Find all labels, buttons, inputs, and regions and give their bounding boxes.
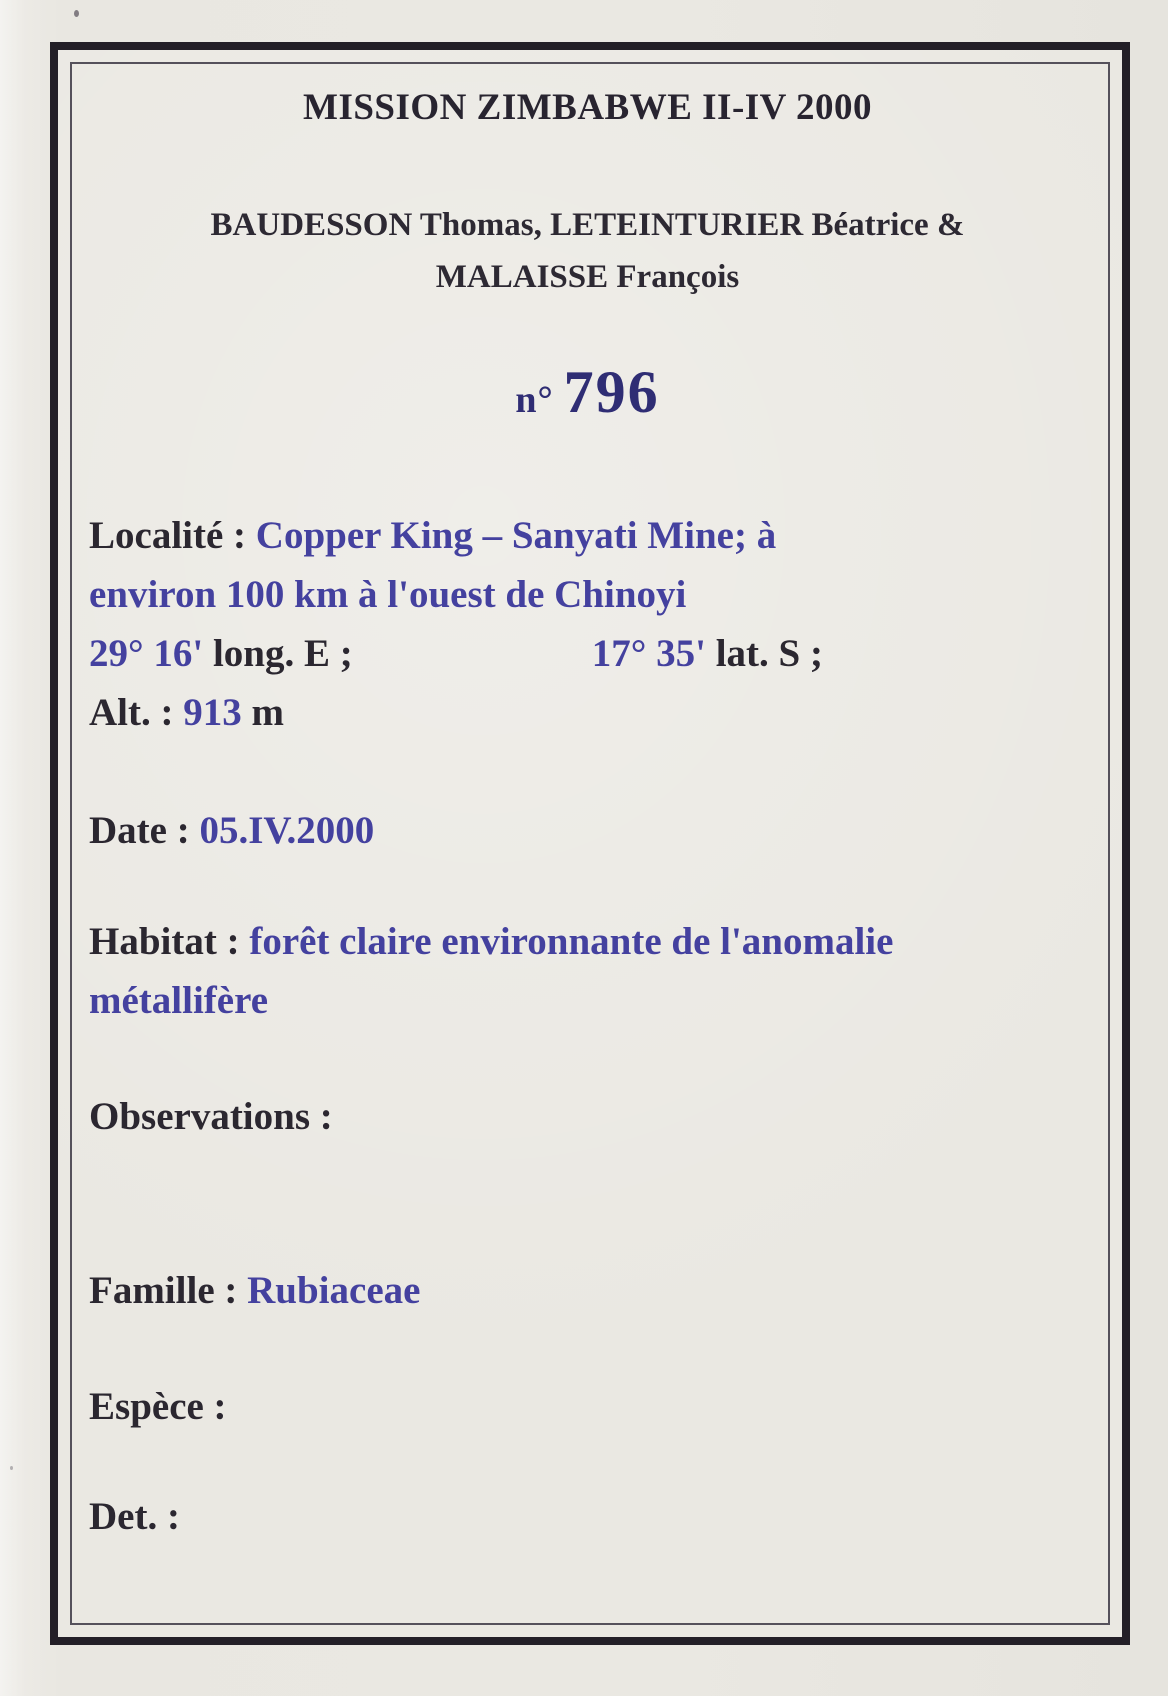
mission-title: MISSION ZIMBABWE II-IV 2000 [303, 87, 872, 128]
latitude-label: lat. S ; [715, 632, 823, 675]
collectors-line-2: MALAISSE François [435, 259, 740, 295]
longitude-value: 29° 16' [89, 632, 204, 675]
field-observations [89, 1087, 1086, 1146]
field-det [89, 1487, 1086, 1546]
localite-value-line-2: environ 100 km à l'ouest de Chinoyi [89, 573, 687, 616]
longitude [89, 624, 582, 683]
scan-dust-speck [10, 1466, 13, 1470]
field-localite [89, 506, 1086, 742]
altitude-unit: m [251, 691, 284, 734]
specimen-number-value: 796 [563, 359, 660, 425]
habitat-line-1 [89, 912, 1086, 971]
habitat-label: Habitat : [89, 920, 240, 963]
habitat-value-line-1: forêt claire environnante de l'anomalie [249, 920, 894, 963]
field-famille [89, 1261, 1086, 1320]
longitude-label: long. E ; [212, 632, 353, 675]
localite-value-line-1: Copper King – Sanyati Mine; à [255, 514, 777, 557]
coordinates-line [89, 624, 1086, 683]
label-content [72, 64, 1108, 1623]
altitude-label: Alt. : [89, 691, 174, 734]
date-value: 05.IV.2000 [199, 809, 375, 852]
label-frame [50, 42, 1130, 1645]
espece-label: Espèce : [89, 1385, 227, 1428]
det-label: Det. : [89, 1495, 180, 1538]
specimen-number [89, 360, 1086, 440]
altitude-line [89, 683, 1086, 742]
collectors [89, 199, 1086, 303]
date-label: Date : [89, 809, 190, 852]
altitude-value: 913 [183, 691, 242, 734]
localite-label: Localité : [89, 514, 247, 557]
localite-line-1 [89, 506, 1086, 565]
habitat-value-line-2: métallifère [89, 979, 269, 1022]
specimen-number-prefix: n° [515, 379, 554, 421]
latitude-value: 17° 35' [591, 632, 706, 675]
field-date [89, 801, 1086, 860]
observations-label: Observations : [89, 1095, 333, 1138]
field-habitat [89, 912, 1086, 1030]
label-inner-frame [70, 62, 1110, 1625]
collectors-line-1: BAUDESSON Thomas, LETEINTURIER Béatrice & [210, 207, 965, 243]
latitude [582, 632, 823, 675]
scan-dust-speck [74, 10, 79, 17]
field-espece [89, 1377, 1086, 1436]
famille-value: Rubiaceae [247, 1269, 421, 1312]
famille-label: Famille : [89, 1269, 238, 1312]
